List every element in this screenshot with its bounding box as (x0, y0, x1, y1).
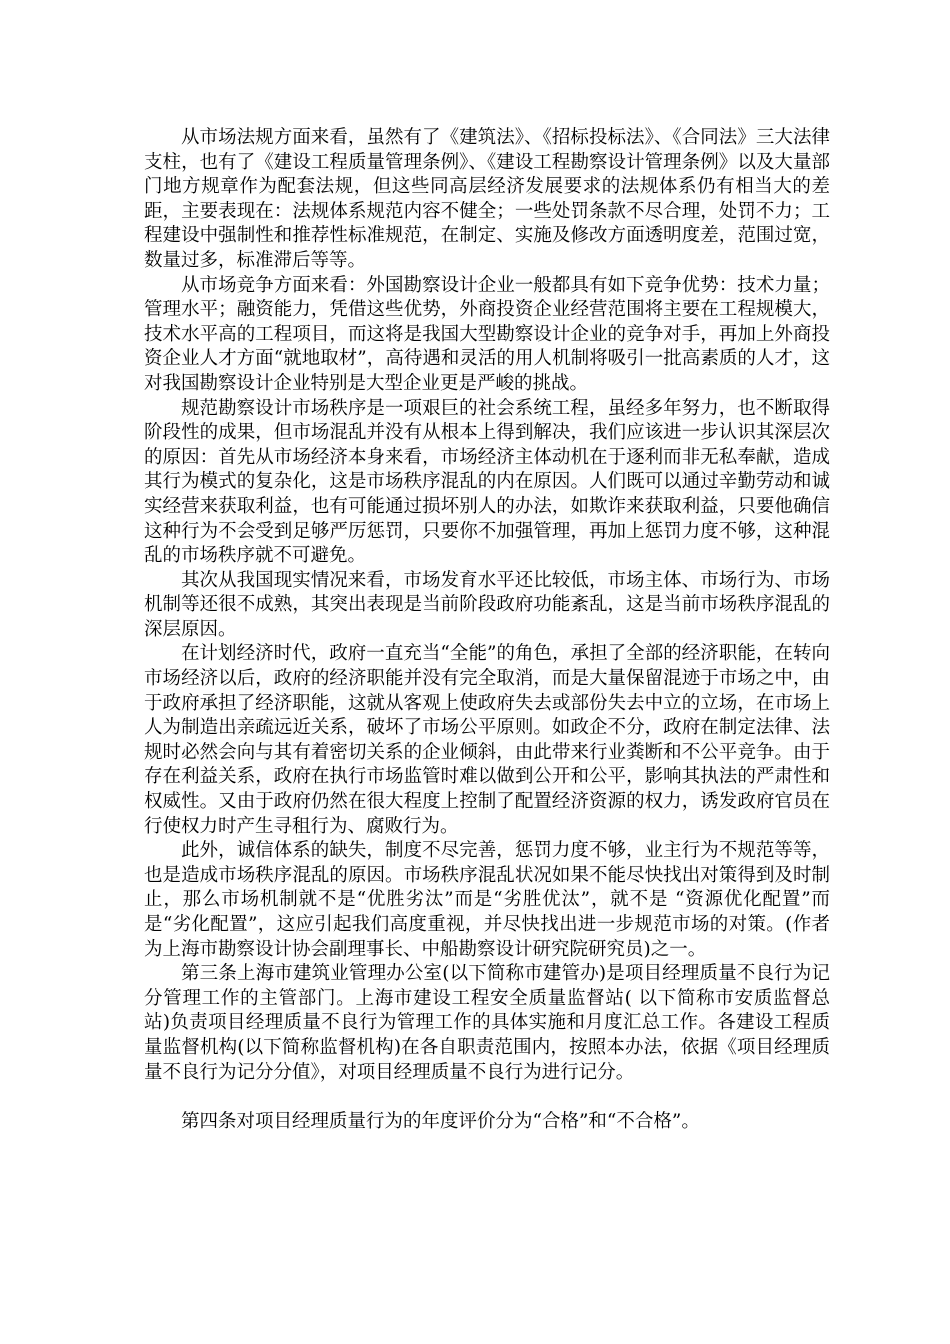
paragraph-credit-system: 此外，诚信体系的缺失，制度不尽完善，惩罚力度不够，业主行为不规范等等，也是造成市场秩序混乱的原因。市场秩序混乱状况如果不能尽快找出对策得到及时制止，那么市场机制就不是“优胜劣汰”而是“劣胜优汰”，就不是 “资源优化配置”而是“劣化配置”，这应引起我们高度重视，并尽快找出进一步规范市场的对策。(作者为上海市勘察设计协会副理事长、中船勘察设计研究院研究员)之一。 (144, 840, 830, 960)
paragraph-planned-economy: 在计划经济时代，政府一直充当“全能”的角色，承担了全部的经济职能，在转向市场经济以后，政府的经济职能并没有完全取消，而是大量保留混迹于市场之中，由于政府承担了经济职能，这就从客观上使政府失去或部份失去中立的立场，在市场上人为制造出亲疏远近关系，破坏了市场公平原则。如政企不分，政府在制定法律、法规时必然会向与其有着密切关系的企业倾斜，由此带来行业粪断和不公平竞争。由于存在利益关系，政府在执行市场监管时难以做到公开和公平，影响其执法的严肃性和权威性。又由于政府仍然在很大程度上控制了配置经济资源的权力，诱发政府官员在行使权力时产生寻租行为、腐败行为。 (144, 643, 830, 837)
paragraph-reality-situation: 其次从我国现实情况来看，市场发育水平还比较低，市场主体、市场行为、市场机制等还很不成熟，其突出表现是当前阶段政府功能紊乱，这是当前市场秩序混乱的深层原因。 (144, 569, 830, 640)
paragraph-market-competition: 从市场竞争方面来看：外国勘察设计企业一般都具有如下竞争优势：技术力量；管理水平；融资能力，凭借这些优势，外商投资企业经营范围将主要在工程规模大，技术水平高的工程项目，而这将是我国大型勘察设计企业的竞争对手，再加上外商投资企业人才方面“就地取材”，高待遇和灵活的用人机制将吸引一批高素质的人才，这对我国勘察设计企业特别是大型企业更是严峻的挑战。 (144, 274, 830, 394)
paragraph-market-regulations: 从市场法规方面来看，虽然有了《建筑法》、《招标投标法》、《合同法》三大法律支柱，也有了《建设工程质量管理条例》、《建设工程勘察设计管理条例》以及大量部门地方规章作为配套法规，但这些同高层经济发展要求的法规体系仍有相当大的差距，主要表现在：法规体系规范内容不健全；一些处罚条款不尽合理，处罚不力；工程建设中强制性和推荐性标准规范，在制定、实施及修改方面透明度差，范围过宽，数量过多，标准滞后等等。 (144, 127, 830, 271)
document-body (144, 126, 830, 1134)
paragraph-article-three: 第三条上海市建筑业管理办公室(以下简称市建管办)是项目经理质量不良行为记分管理工作的主管部门。上海市建设工程安全质量监督站( 以下简称市安质监督总站)负责项目经理质量不良行为管理工作的具体实施和月度汇总工作。各建设工程质量监督机构(以下简称监督机构)在各自职责范围内，按照本办法，依据《项目经理质量不良行为记分分值》，对项目经理质量不良行为进行记分。 (144, 963, 830, 1083)
paragraph-market-order: 规范勘察设计市场秩序是一项艰巨的社会系统工程，虽经多年努力，也不断取得阶段性的成果，但市场混乱并没有从根本上得到解决，我们应该进一步认识其深层次的原因：首先从市场经济本身来看，市场经济主体动机在于逐利而非无私奉献，造成其行为模式的复杂化，这是市场秩序混乱的内在原因。人们既可以通过辛勤劳动和诚实经营来获取利益，也有可能通过损坏别人的办法，如欺诈来获取利益，只要他确信这种行为不会受到足够严厉惩罚，只要你不加强管理，再加上惩罚力度不够，这种混乱的市场秩序就不可避免。 (144, 397, 830, 567)
paragraph-article-four: 第四条对项目经理质量行为的年度评价分为“合格”和“不合格”。 (181, 1110, 700, 1132)
